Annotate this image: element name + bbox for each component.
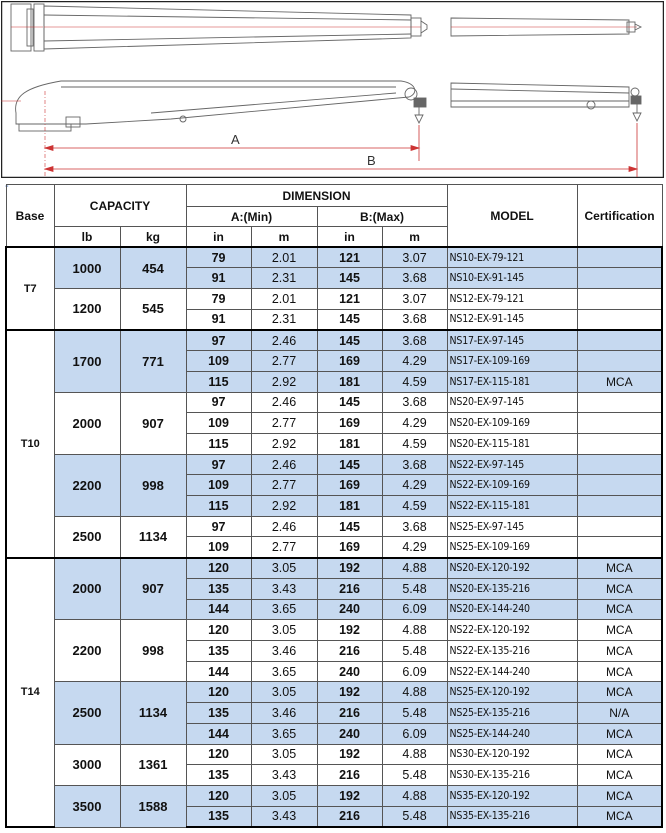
model-cell: NS35-EX-135-216: [447, 806, 577, 827]
b-m-cell: 4.88: [382, 785, 447, 806]
a-in-cell: 97: [186, 454, 251, 475]
table-row: [6, 785, 662, 806]
a-m-cell: 2.92: [251, 371, 317, 392]
a-in-cell: 109: [186, 413, 251, 434]
boom-technical-drawing: [1, 1, 664, 178]
b-m-cell: 5.48: [382, 765, 447, 786]
a-in-cell: 109: [186, 475, 251, 496]
a-m-cell: 3.65: [251, 599, 317, 620]
certification-cell: MCA: [577, 640, 662, 661]
a-in-cell: 135: [186, 703, 251, 724]
model-cell: NS25-EX-109-169: [447, 537, 577, 558]
b-m-cell: 4.59: [382, 433, 447, 454]
a-m-cell: 2.01: [251, 289, 317, 310]
header-kg: kg: [120, 227, 186, 247]
a-in-cell: 120: [186, 682, 251, 703]
certification-cell: [577, 413, 662, 434]
model-cell: NS22-EX-135-216: [447, 640, 577, 661]
a-m-cell: 2.01: [251, 247, 317, 268]
model-cell: NS25-EX-120-192: [447, 682, 577, 703]
b-m-cell: 4.29: [382, 413, 447, 434]
b-m-cell: 3.68: [382, 309, 447, 330]
certification-cell: [577, 268, 662, 289]
b-in-cell: 181: [317, 371, 382, 392]
a-m-cell: 2.77: [251, 475, 317, 496]
capacity-lb-cell: 2200: [54, 454, 120, 516]
b-in-cell: 192: [317, 682, 382, 703]
header-dimension: DIMENSION: [186, 185, 447, 207]
b-m-cell: 5.48: [382, 806, 447, 827]
capacity-kg-cell: 454: [120, 247, 186, 288]
header-b-m: m: [382, 227, 447, 247]
capacity-kg-cell: 907: [120, 392, 186, 454]
b-in-cell: 169: [317, 351, 382, 372]
b-in-cell: 216: [317, 806, 382, 827]
dimension-a-label: A: [231, 132, 240, 147]
model-cell: NS12-EX-91-145: [447, 309, 577, 330]
b-in-cell: 145: [317, 330, 382, 351]
certification-cell: [577, 537, 662, 558]
a-m-cell: 2.46: [251, 516, 317, 537]
b-in-cell: 169: [317, 413, 382, 434]
model-cell: NS20-EX-115-181: [447, 433, 577, 454]
b-in-cell: 216: [317, 640, 382, 661]
b-m-cell: 3.68: [382, 454, 447, 475]
dimension-b-label: B: [367, 153, 376, 168]
header-a-m: m: [251, 227, 317, 247]
model-cell: NS20-EX-97-145: [447, 392, 577, 413]
b-m-cell: 3.68: [382, 516, 447, 537]
capacity-kg-cell: 1134: [120, 516, 186, 557]
b-m-cell: 3.68: [382, 268, 447, 289]
capacity-lb-cell: 2500: [54, 682, 120, 744]
a-in-cell: 97: [186, 330, 251, 351]
b-in-cell: 192: [317, 620, 382, 641]
certification-cell: MCA: [577, 765, 662, 786]
a-in-cell: 144: [186, 599, 251, 620]
model-cell: NS25-EX-135-216: [447, 703, 577, 724]
b-m-cell: 5.48: [382, 640, 447, 661]
table-row: [6, 516, 662, 537]
base-cell: T14: [6, 558, 54, 827]
a-m-cell: 2.46: [251, 454, 317, 475]
spec-table: [5, 184, 663, 828]
certification-cell: MCA: [577, 578, 662, 599]
a-in-cell: 120: [186, 558, 251, 579]
certification-cell: MCA: [577, 785, 662, 806]
certification-cell: MCA: [577, 744, 662, 765]
a-m-cell: 3.05: [251, 682, 317, 703]
a-in-cell: 135: [186, 578, 251, 599]
a-in-cell: 115: [186, 496, 251, 517]
certification-cell: MCA: [577, 723, 662, 744]
model-cell: NS17-EX-97-145: [447, 330, 577, 351]
a-m-cell: 2.77: [251, 351, 317, 372]
table-row: [6, 247, 662, 268]
certification-cell: [577, 496, 662, 517]
b-m-cell: 4.88: [382, 682, 447, 703]
b-m-cell: 5.48: [382, 703, 447, 724]
capacity-kg-cell: 1361: [120, 744, 186, 785]
model-cell: NS22-EX-109-169: [447, 475, 577, 496]
certification-cell: MCA: [577, 599, 662, 620]
a-m-cell: 2.31: [251, 268, 317, 289]
model-cell: NS20-EX-109-169: [447, 413, 577, 434]
header-base: Base: [6, 185, 54, 248]
b-in-cell: 240: [317, 661, 382, 682]
capacity-lb-cell: 3500: [54, 785, 120, 827]
model-cell: NS12-EX-79-121: [447, 289, 577, 310]
capacity-lb-cell: 3000: [54, 744, 120, 785]
b-in-cell: 121: [317, 247, 382, 268]
a-in-cell: 144: [186, 661, 251, 682]
model-cell: NS20-EX-120-192: [447, 558, 577, 579]
base-cell: T10: [6, 330, 54, 558]
certification-cell: [577, 309, 662, 330]
table-row: [6, 744, 662, 765]
b-m-cell: 3.68: [382, 330, 447, 351]
table-row: [6, 454, 662, 475]
certification-cell: [577, 454, 662, 475]
header-a-in: in: [186, 227, 251, 247]
b-in-cell: 181: [317, 433, 382, 454]
a-in-cell: 144: [186, 723, 251, 744]
model-cell: NS30-EX-120-192: [447, 744, 577, 765]
base-cell: T7: [6, 247, 54, 330]
model-cell: NS17-EX-115-181: [447, 371, 577, 392]
b-in-cell: 192: [317, 785, 382, 806]
a-in-cell: 97: [186, 392, 251, 413]
a-in-cell: 115: [186, 371, 251, 392]
a-m-cell: 3.43: [251, 765, 317, 786]
b-m-cell: 5.48: [382, 578, 447, 599]
certification-cell: MCA: [577, 558, 662, 579]
a-m-cell: 3.65: [251, 723, 317, 744]
a-m-cell: 3.05: [251, 558, 317, 579]
b-m-cell: 3.68: [382, 392, 447, 413]
a-in-cell: 109: [186, 537, 251, 558]
capacity-kg-cell: 1134: [120, 682, 186, 744]
b-m-cell: 3.07: [382, 289, 447, 310]
capacity-kg-cell: 1588: [120, 785, 186, 827]
a-m-cell: 3.46: [251, 640, 317, 661]
a-in-cell: 120: [186, 744, 251, 765]
model-cell: NS30-EX-135-216: [447, 765, 577, 786]
certification-cell: MCA: [577, 806, 662, 827]
certification-cell: [577, 475, 662, 496]
a-m-cell: 2.31: [251, 309, 317, 330]
b-m-cell: 3.07: [382, 247, 447, 268]
b-in-cell: 121: [317, 289, 382, 310]
b-in-cell: 240: [317, 599, 382, 620]
header-b-in: in: [317, 227, 382, 247]
capacity-kg-cell: 545: [120, 289, 186, 330]
a-in-cell: 109: [186, 351, 251, 372]
header-b-max: B:(Max): [317, 207, 447, 227]
header-a-min: A:(Min): [186, 207, 317, 227]
capacity-lb-cell: 2000: [54, 392, 120, 454]
model-cell: NS20-EX-144-240: [447, 599, 577, 620]
model-cell: NS20-EX-135-216: [447, 578, 577, 599]
capacity-lb-cell: 2500: [54, 516, 120, 557]
a-in-cell: 135: [186, 806, 251, 827]
b-in-cell: 145: [317, 516, 382, 537]
model-cell: NS10-EX-91-145: [447, 268, 577, 289]
b-in-cell: 169: [317, 475, 382, 496]
margin-mark: -: [5, 180, 9, 192]
a-in-cell: 91: [186, 268, 251, 289]
b-in-cell: 192: [317, 744, 382, 765]
capacity-kg-cell: 998: [120, 454, 186, 516]
table-row: [6, 682, 662, 703]
certification-cell: MCA: [577, 371, 662, 392]
certification-cell: MCA: [577, 682, 662, 703]
a-m-cell: 2.46: [251, 392, 317, 413]
certification-cell: [577, 433, 662, 454]
a-in-cell: 120: [186, 785, 251, 806]
certification-cell: MCA: [577, 620, 662, 641]
capacity-lb-cell: 2000: [54, 558, 120, 620]
b-in-cell: 216: [317, 703, 382, 724]
b-m-cell: 4.29: [382, 537, 447, 558]
certification-cell: [577, 392, 662, 413]
a-m-cell: 2.46: [251, 330, 317, 351]
a-in-cell: 120: [186, 620, 251, 641]
b-in-cell: 216: [317, 765, 382, 786]
b-in-cell: 216: [317, 578, 382, 599]
certification-cell: MCA: [577, 661, 662, 682]
model-cell: NS22-EX-144-240: [447, 661, 577, 682]
header-model: MODEL: [447, 185, 577, 248]
b-m-cell: 4.29: [382, 475, 447, 496]
a-in-cell: 115: [186, 433, 251, 454]
certification-cell: [577, 516, 662, 537]
a-in-cell: 135: [186, 765, 251, 786]
a-m-cell: 3.43: [251, 578, 317, 599]
a-m-cell: 3.43: [251, 806, 317, 827]
a-m-cell: 2.92: [251, 433, 317, 454]
b-in-cell: 240: [317, 723, 382, 744]
table-row: [6, 330, 662, 351]
model-cell: NS35-EX-120-192: [447, 785, 577, 806]
a-m-cell: 3.05: [251, 785, 317, 806]
a-in-cell: 91: [186, 309, 251, 330]
a-in-cell: 97: [186, 516, 251, 537]
header-lb: lb: [54, 227, 120, 247]
a-m-cell: 2.77: [251, 537, 317, 558]
b-m-cell: 6.09: [382, 723, 447, 744]
capacity-lb-cell: 1200: [54, 289, 120, 330]
a-in-cell: 135: [186, 640, 251, 661]
b-m-cell: 6.09: [382, 599, 447, 620]
a-m-cell: 3.65: [251, 661, 317, 682]
model-cell: NS25-EX-144-240: [447, 723, 577, 744]
model-cell: NS22-EX-97-145: [447, 454, 577, 475]
certification-cell: N/A: [577, 703, 662, 724]
model-cell: NS22-EX-120-192: [447, 620, 577, 641]
table-row: [6, 289, 662, 310]
b-in-cell: 145: [317, 392, 382, 413]
a-in-cell: 79: [186, 289, 251, 310]
header-capacity: CAPACITY: [54, 185, 186, 227]
b-m-cell: 4.59: [382, 496, 447, 517]
b-m-cell: 6.09: [382, 661, 447, 682]
model-cell: NS10-EX-79-121: [447, 247, 577, 268]
model-cell: NS17-EX-109-169: [447, 351, 577, 372]
capacity-kg-cell: 907: [120, 558, 186, 620]
certification-cell: [577, 247, 662, 268]
b-in-cell: 145: [317, 309, 382, 330]
a-m-cell: 3.05: [251, 744, 317, 765]
header-certification: Certification: [577, 185, 662, 248]
b-m-cell: 4.29: [382, 351, 447, 372]
b-m-cell: 4.88: [382, 744, 447, 765]
a-m-cell: 3.46: [251, 703, 317, 724]
table-row: [6, 620, 662, 641]
b-in-cell: 145: [317, 454, 382, 475]
capacity-lb-cell: 1700: [54, 330, 120, 392]
model-cell: NS25-EX-97-145: [447, 516, 577, 537]
capacity-kg-cell: 998: [120, 620, 186, 682]
certification-cell: [577, 351, 662, 372]
b-in-cell: 169: [317, 537, 382, 558]
certification-cell: [577, 330, 662, 351]
b-in-cell: 145: [317, 268, 382, 289]
a-m-cell: 2.92: [251, 496, 317, 517]
table-row: [6, 392, 662, 413]
b-in-cell: 181: [317, 496, 382, 517]
model-cell: NS22-EX-115-181: [447, 496, 577, 517]
certification-cell: [577, 289, 662, 310]
b-m-cell: 4.88: [382, 558, 447, 579]
b-m-cell: 4.88: [382, 620, 447, 641]
b-m-cell: 4.59: [382, 371, 447, 392]
capacity-lb-cell: 1000: [54, 247, 120, 288]
capacity-kg-cell: 771: [120, 330, 186, 392]
a-m-cell: 3.05: [251, 620, 317, 641]
table-row: [6, 558, 662, 579]
b-in-cell: 192: [317, 558, 382, 579]
a-m-cell: 2.77: [251, 413, 317, 434]
capacity-lb-cell: 2200: [54, 620, 120, 682]
a-in-cell: 79: [186, 247, 251, 268]
